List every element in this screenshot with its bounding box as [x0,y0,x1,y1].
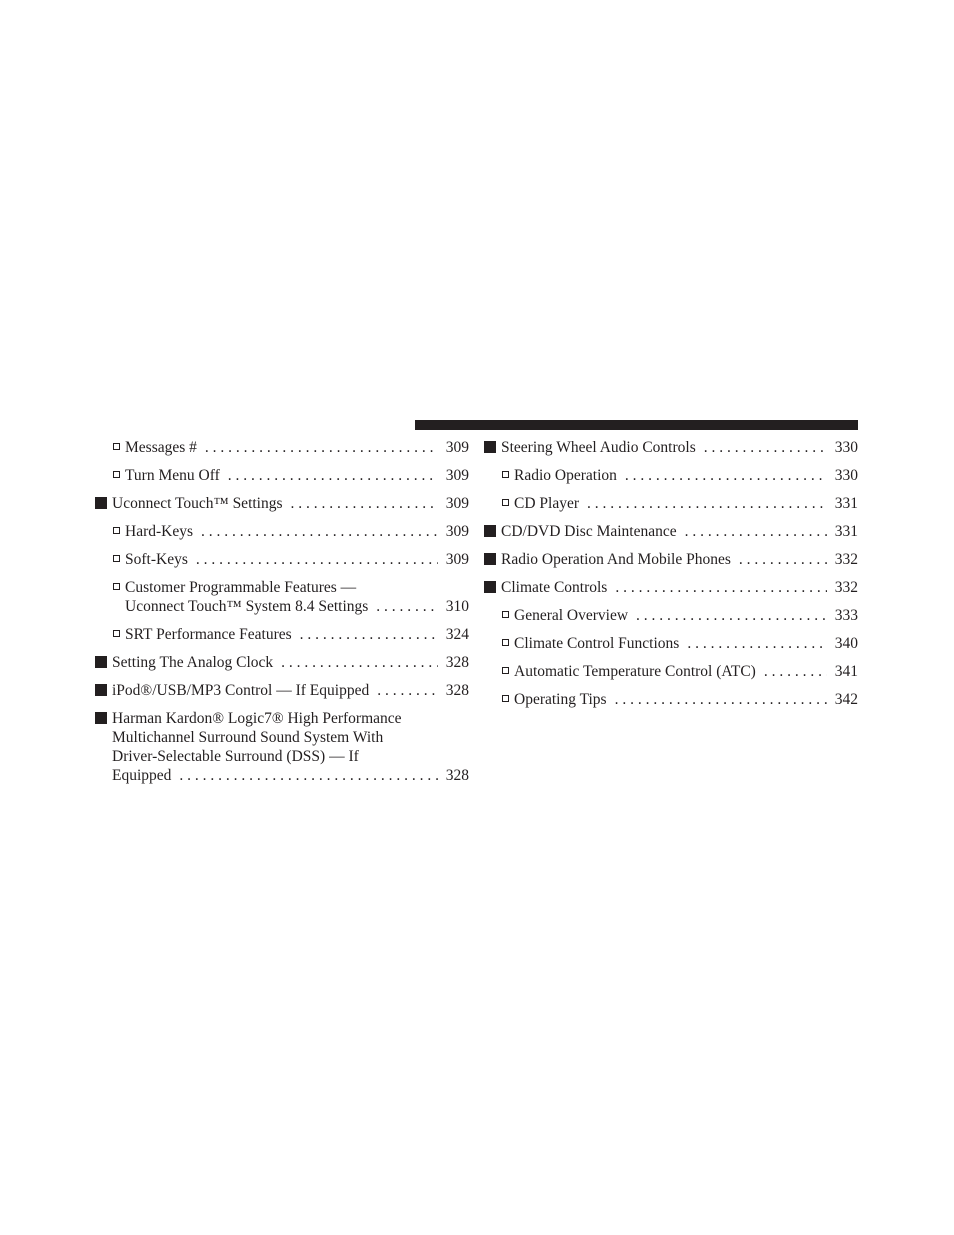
dot-leader [685,522,827,541]
toc-right-column [484,438,858,718]
toc-entry[interactable] [484,606,858,625]
hollow-square-bullet-icon [502,695,509,702]
toc-left-column [95,438,469,794]
toc-entry[interactable] [484,578,858,597]
dot-leader [205,438,438,457]
filled-square-bullet-icon [95,712,107,724]
dot-leader [300,625,438,644]
toc-entry[interactable] [95,522,469,541]
hollow-square-bullet-icon [113,583,120,590]
dot-leader [636,606,827,625]
toc-entry[interactable] [484,522,858,541]
dot-leader [587,494,827,513]
toc-entry-title: CD Player [514,495,580,512]
filled-square-bullet-icon [484,581,496,593]
dot-leader [281,653,438,672]
toc-page-number: 309 [445,551,469,568]
toc-page-number: 324 [445,626,469,643]
dot-leader [376,597,437,616]
hollow-square-bullet-icon [113,471,120,478]
toc-entry[interactable] [484,466,858,485]
toc-entry-title: Equipped [112,767,172,784]
toc-entry-title: General Overview [514,607,629,624]
toc-entry[interactable] [95,709,469,785]
toc-entry-title-line: Multichannel Surround Sound System With [112,729,384,746]
toc-page-number: 342 [834,691,858,708]
toc-entry[interactable] [484,662,858,681]
hollow-square-bullet-icon [502,499,509,506]
hollow-square-bullet-icon [113,630,120,637]
toc-page-number: 309 [445,439,469,456]
toc-entry-title: Soft-Keys [125,551,188,568]
toc-entry-title: Automatic Temperature Control (ATC) [514,663,756,680]
toc-page-number: 331 [834,495,858,512]
toc-entry[interactable] [484,438,858,457]
filled-square-bullet-icon [484,441,496,453]
toc-entry-title: Climate Control Functions [514,635,680,652]
toc-entry-title: Radio Operation And Mobile Phones [501,551,731,568]
toc-page-number: 330 [834,467,858,484]
dot-leader [615,690,827,709]
toc-page-number: 330 [834,439,858,456]
toc-page-number: 309 [445,495,469,512]
toc-entry-title-line: Driver-Selectable Surround (DSS) — If [112,748,359,765]
hollow-square-bullet-icon [502,471,509,478]
hollow-square-bullet-icon [113,555,120,562]
toc-entry-title-line: Customer Programmable Features — [125,579,357,596]
toc-page-number: 309 [445,523,469,540]
hollow-square-bullet-icon [502,667,509,674]
dot-leader [764,662,827,681]
filled-square-bullet-icon [484,525,496,537]
toc-page-number: 341 [834,663,858,680]
dot-leader [739,550,827,569]
toc-page-number: 328 [445,767,469,784]
toc-entry[interactable] [95,653,469,672]
toc-entry[interactable] [95,494,469,513]
hollow-square-bullet-icon [113,443,120,450]
toc-entry-title: iPod®/USB/MP3 Control — If Equipped [112,682,370,699]
toc-entry-title: Climate Controls [501,579,608,596]
hollow-square-bullet-icon [502,639,509,646]
toc-entry-title: CD/DVD Disc Maintenance [501,523,677,540]
toc-entry-title: Turn Menu Off [125,467,220,484]
toc-entry-title: SRT Performance Features [125,626,292,643]
toc-page-number: 340 [834,635,858,652]
toc-page-number: 331 [834,523,858,540]
filled-square-bullet-icon [95,497,107,509]
toc-entry[interactable] [95,550,469,569]
toc-page-number: 332 [834,551,858,568]
dot-leader [196,550,438,569]
dot-leader [228,466,438,485]
toc-page-number: 328 [445,654,469,671]
toc-page-number: 328 [445,682,469,699]
dot-leader [377,681,438,700]
dot-leader [291,494,438,513]
toc-entry-title-line: Harman Kardon® Logic7® High Performance [112,710,402,727]
dot-leader [687,634,826,653]
dot-leader [625,466,827,485]
toc-entry-title: Uconnect Touch™ System 8.4 Settings [125,598,369,615]
toc-entry-title: Hard-Keys [125,523,194,540]
hollow-square-bullet-icon [502,611,509,618]
hollow-square-bullet-icon [113,527,120,534]
filled-square-bullet-icon [484,553,496,565]
toc-page-number: 332 [834,579,858,596]
toc-entry[interactable] [484,550,858,569]
dot-leader [615,578,826,597]
toc-entry-title: Messages # [125,439,197,456]
toc-entry[interactable] [95,438,469,457]
toc-entry-title: Setting The Analog Clock [112,654,274,671]
toc-entry[interactable] [95,578,469,616]
dot-leader [704,438,827,457]
toc-entry-title: Operating Tips [514,691,607,708]
dot-leader [201,522,438,541]
filled-square-bullet-icon [95,656,107,668]
toc-entry-title: Radio Operation [514,467,617,484]
toc-entry[interactable] [484,494,858,513]
toc-entry[interactable] [484,634,858,653]
filled-square-bullet-icon [95,684,107,696]
toc-entry[interactable] [484,690,858,709]
toc-entry[interactable] [95,625,469,644]
toc-entry[interactable] [95,681,469,700]
header-rule [415,420,858,430]
toc-page-number: 333 [834,607,858,624]
toc-page-number: 309 [445,467,469,484]
toc-entry-title: Steering Wheel Audio Controls [501,439,696,456]
dot-leader [179,766,437,785]
toc-entry-title: Uconnect Touch™ Settings [112,495,283,512]
toc-entry[interactable] [95,466,469,485]
toc-page-number: 310 [445,598,469,615]
